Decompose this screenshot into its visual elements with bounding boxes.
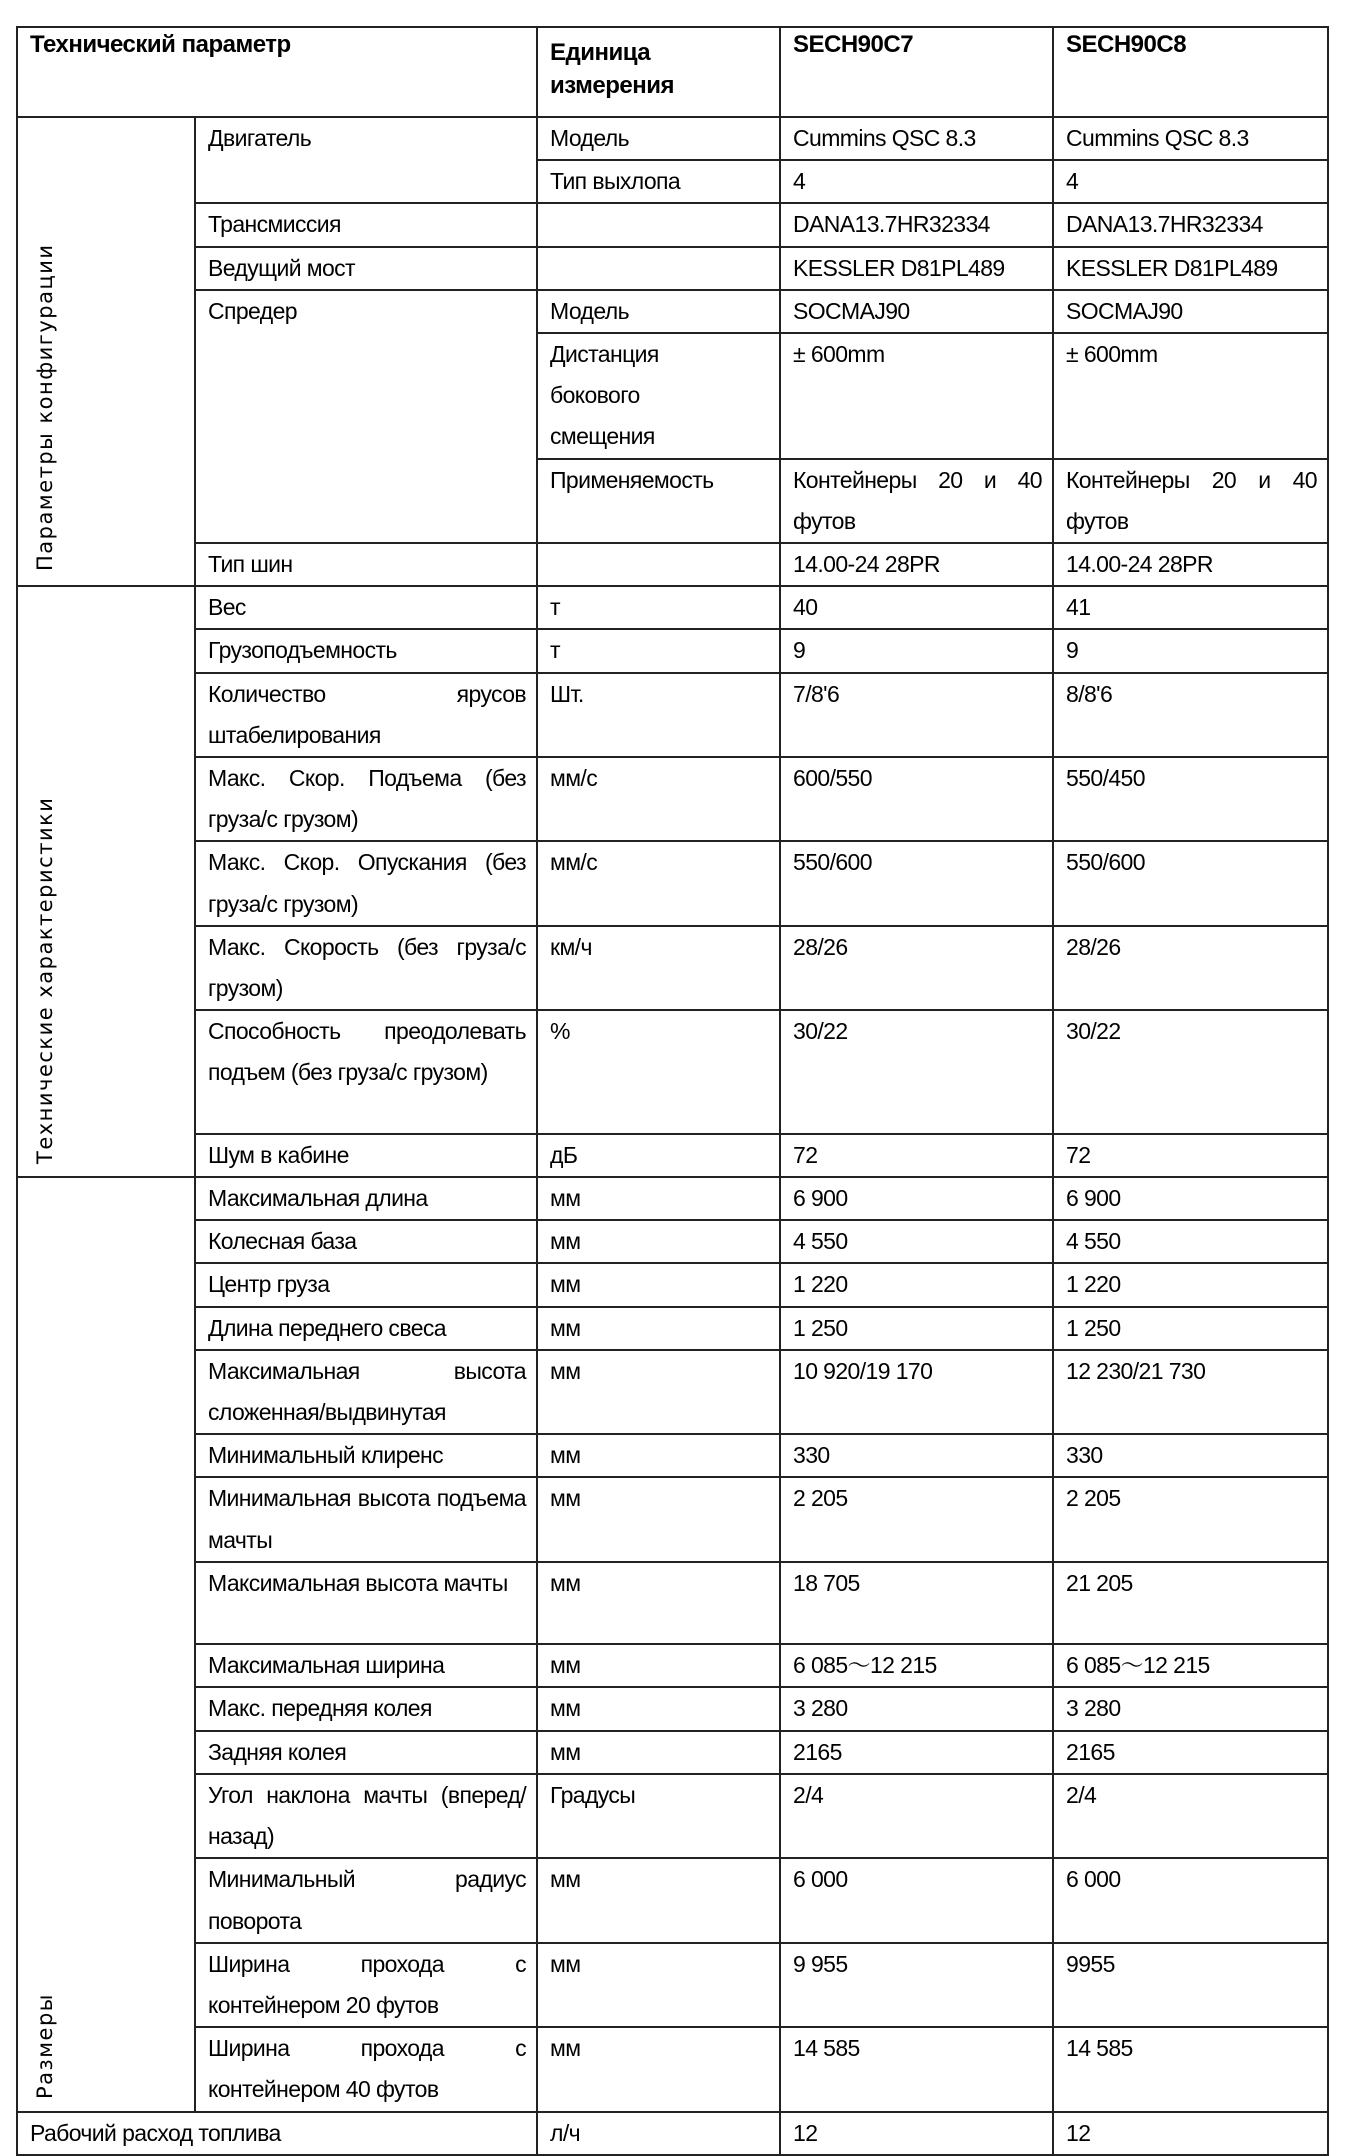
value-c8: 330	[1053, 1434, 1328, 1477]
unit-cell: мм	[537, 1263, 780, 1306]
value-c7: 10 920/19 170	[780, 1350, 1053, 1434]
value-c7: 9	[780, 629, 1053, 672]
param-cell: Минимальный клиренс	[195, 1434, 537, 1477]
param-cell: Ширина прохода с контейнером 40 футов	[195, 2027, 537, 2111]
value-c7: 9 955	[780, 1943, 1053, 2027]
value-c7: 40	[780, 586, 1053, 629]
value-c7: 3 280	[780, 1687, 1053, 1730]
unit-cell: мм	[537, 1731, 780, 1774]
value-c7: 6 900	[780, 1177, 1053, 1220]
param-cell: Вес	[195, 586, 537, 629]
param-cell: Максимальная высота сложенная/выдвинутая	[195, 1350, 537, 1434]
value-c7: 28/26	[780, 926, 1053, 1010]
param-cell: Шум в кабине	[195, 1134, 537, 1177]
param-cell: Минимальный радиус поворота	[195, 1858, 537, 1942]
value-c8: 6 900	[1053, 1177, 1328, 1220]
value-c7: Контейнеры 20 и 40 футов	[780, 459, 1053, 543]
table-row	[17, 247, 1328, 290]
spec-table	[16, 26, 1329, 2156]
value-c7: 7/8'6	[780, 673, 1053, 757]
value-c8: 21 205	[1053, 1562, 1328, 1644]
value-c8: 14.00-24 28PR	[1053, 543, 1328, 586]
table-row	[17, 1350, 1328, 1434]
group-dims	[17, 1177, 195, 2111]
value-c8: 28/26	[1053, 926, 1328, 1010]
value-c7: 330	[780, 1434, 1053, 1477]
value-c8: 6 085～12 215	[1053, 1644, 1328, 1687]
unit-cell: мм	[537, 1307, 780, 1350]
value-c8: 12	[1053, 2112, 1328, 2155]
group-tech	[17, 586, 195, 1177]
value-c8: Cummins QSC 8.3	[1053, 117, 1328, 160]
group-label-dims: Размеры	[33, 1992, 57, 2099]
value-c7: 2/4	[780, 1774, 1053, 1858]
table-row	[17, 1858, 1328, 1942]
unit-cell: л/ч	[537, 2112, 780, 2155]
value-c8: SOCMAJ90	[1053, 290, 1328, 333]
param-cell: Длина переднего свеса	[195, 1307, 537, 1350]
unit-cell: %	[537, 1010, 780, 1134]
value-c8: 14 585	[1053, 2027, 1328, 2111]
unit-cell: т	[537, 586, 780, 629]
unit-cell: Модель	[537, 290, 780, 333]
value-c7: 30/22	[780, 1010, 1053, 1134]
unit-cell: мм	[537, 1562, 780, 1644]
unit-cell: мм	[537, 2027, 780, 2111]
unit-cell: мм	[537, 1350, 780, 1434]
param-cell: Максимальная ширина	[195, 1644, 537, 1687]
unit-cell: мм/с	[537, 757, 780, 841]
value-c8: 9955	[1053, 1943, 1328, 2027]
value-c7: 1 250	[780, 1307, 1053, 1350]
value-c7: 1 220	[780, 1263, 1053, 1306]
unit-cell: мм	[537, 1220, 780, 1263]
param-cell: Максимальная длина	[195, 1177, 537, 1220]
param-cell: Способность преодолевать подъем (без груза/с грузом)	[195, 1010, 537, 1134]
table-row	[17, 1774, 1328, 1858]
table-row	[17, 1731, 1328, 1774]
value-c8: 550/600	[1053, 841, 1328, 925]
value-c8: DANA13.7HR32334	[1053, 203, 1328, 246]
param-cell: Количество ярусов штабелирования	[195, 673, 537, 757]
value-c8: 2/4	[1053, 1774, 1328, 1858]
value-c8: KESSLER D81PL489	[1053, 247, 1328, 290]
value-c8: 1 220	[1053, 1263, 1328, 1306]
value-c7: 2165	[780, 1731, 1053, 1774]
table-row	[17, 1644, 1328, 1687]
param-cell: Угол наклона мачты (вперед/назад)	[195, 1774, 537, 1858]
unit-cell: мм	[537, 1943, 780, 2027]
table-row	[17, 1134, 1328, 1177]
group-label-config: Параметры конфигурации	[33, 243, 57, 572]
value-c8: 4 550	[1053, 1220, 1328, 1263]
table-row	[17, 1010, 1328, 1134]
unit-cell: Градусы	[537, 1774, 780, 1858]
table-row	[17, 543, 1328, 586]
param-cell: Макс. Скорость (без груза/с грузом)	[195, 926, 537, 1010]
unit-cell: мм	[537, 1177, 780, 1220]
header-model-c7: SECH90C7	[780, 27, 1053, 117]
table-row	[17, 1477, 1328, 1561]
value-c8: 550/450	[1053, 757, 1328, 841]
value-c7: 4	[780, 160, 1053, 203]
param-cell: Минимальная высота подъема мачты	[195, 1477, 537, 1561]
table-row	[17, 673, 1328, 757]
table-row	[17, 117, 1328, 160]
header-unit: Единица измерения	[537, 27, 780, 117]
value-c7: 18 705	[780, 1562, 1053, 1644]
value-c7: 2 205	[780, 1477, 1053, 1561]
param-cell: Макс. Скор. Подъема (без груза/с грузом)	[195, 757, 537, 841]
value-c8: 30/22	[1053, 1010, 1328, 1134]
param-spreader: Спредер	[195, 290, 537, 543]
unit-cell: мм	[537, 1434, 780, 1477]
header-row	[17, 27, 1328, 117]
value-c7: 550/600	[780, 841, 1053, 925]
table-row	[17, 1562, 1328, 1644]
table-row	[17, 1434, 1328, 1477]
value-c8: Контейнеры 20 и 40 футов	[1053, 459, 1328, 543]
table-row	[17, 1943, 1328, 2027]
param-fuel: Рабочий расход топлива	[17, 2112, 537, 2155]
header-model-c8: SECH90C8	[1053, 27, 1328, 117]
table-row	[17, 1687, 1328, 1730]
param-transmission: Трансмиссия	[195, 203, 537, 246]
value-c7: KESSLER D81PL489	[780, 247, 1053, 290]
param-cell: Макс. Скор. Опускания (без груза/с грузом)	[195, 841, 537, 925]
unit-cell	[537, 543, 780, 586]
unit-cell: дБ	[537, 1134, 780, 1177]
value-c8: 3 280	[1053, 1687, 1328, 1730]
value-c8: 8/8'6	[1053, 673, 1328, 757]
unit-cell: мм	[537, 1644, 780, 1687]
unit-cell	[537, 203, 780, 246]
unit-cell	[537, 247, 780, 290]
table-row	[17, 629, 1328, 672]
table-row	[17, 2112, 1328, 2155]
value-c8: 4	[1053, 160, 1328, 203]
table-row	[17, 1263, 1328, 1306]
unit-cell: Шт.	[537, 673, 780, 757]
value-c8: 72	[1053, 1134, 1328, 1177]
value-c7: SOCMAJ90	[780, 290, 1053, 333]
param-axle: Ведущий мост	[195, 247, 537, 290]
param-engine: Двигатель	[195, 117, 537, 203]
unit-cell: Тип выхлопа	[537, 160, 780, 203]
param-cell: Грузоподъемность	[195, 629, 537, 672]
value-c7: 6 085～12 215	[780, 1644, 1053, 1687]
value-c7: 4 550	[780, 1220, 1053, 1263]
table-row	[17, 290, 1328, 333]
value-c8: 1 250	[1053, 1307, 1328, 1350]
param-cell: Макс. передняя колея	[195, 1687, 537, 1730]
value-c8: ± 600mm	[1053, 333, 1328, 459]
group-config	[17, 117, 195, 586]
value-c8: 6 000	[1053, 1858, 1328, 1942]
table-row	[17, 586, 1328, 629]
param-cell: Ширина прохода с контейнером 20 футов	[195, 1943, 537, 2027]
table-row	[17, 841, 1328, 925]
param-cell: Центр груза	[195, 1263, 537, 1306]
table-row	[17, 1307, 1328, 1350]
unit-cell: мм/с	[537, 841, 780, 925]
unit-cell: мм	[537, 1687, 780, 1730]
param-cell: Максимальная высота мачты	[195, 1562, 537, 1644]
param-cell: Колесная база	[195, 1220, 537, 1263]
value-c8: 2 205	[1053, 1477, 1328, 1561]
value-c7: ± 600mm	[780, 333, 1053, 459]
unit-cell: Модель	[537, 117, 780, 160]
value-c7: DANA13.7HR32334	[780, 203, 1053, 246]
unit-cell: т	[537, 629, 780, 672]
value-c8: 2165	[1053, 1731, 1328, 1774]
unit-cell: Дистанция бокового смещения	[537, 333, 780, 459]
value-c7: 12	[780, 2112, 1053, 2155]
table-row	[17, 203, 1328, 246]
unit-cell: мм	[537, 1477, 780, 1561]
table-row	[17, 1220, 1328, 1263]
value-c7: Cummins QSC 8.3	[780, 117, 1053, 160]
table-row	[17, 757, 1328, 841]
table-row	[17, 926, 1328, 1010]
value-c8: 12 230/21 730	[1053, 1350, 1328, 1434]
value-c8: 9	[1053, 629, 1328, 672]
header-parameter: Технический параметр	[17, 27, 537, 117]
value-c7: 6 000	[780, 1858, 1053, 1942]
unit-cell: км/ч	[537, 926, 780, 1010]
value-c7: 72	[780, 1134, 1053, 1177]
value-c8: 41	[1053, 586, 1328, 629]
group-label-tech: Технические характеристики	[33, 796, 57, 1165]
table-row	[17, 1177, 1328, 1220]
param-tires: Тип шин	[195, 543, 537, 586]
param-cell: Задняя колея	[195, 1731, 537, 1774]
unit-cell: мм	[537, 1858, 780, 1942]
unit-cell: Применяемость	[537, 459, 780, 543]
table-row	[17, 2027, 1328, 2111]
value-c7: 14 585	[780, 2027, 1053, 2111]
value-c7: 600/550	[780, 757, 1053, 841]
value-c7: 14.00-24 28PR	[780, 543, 1053, 586]
